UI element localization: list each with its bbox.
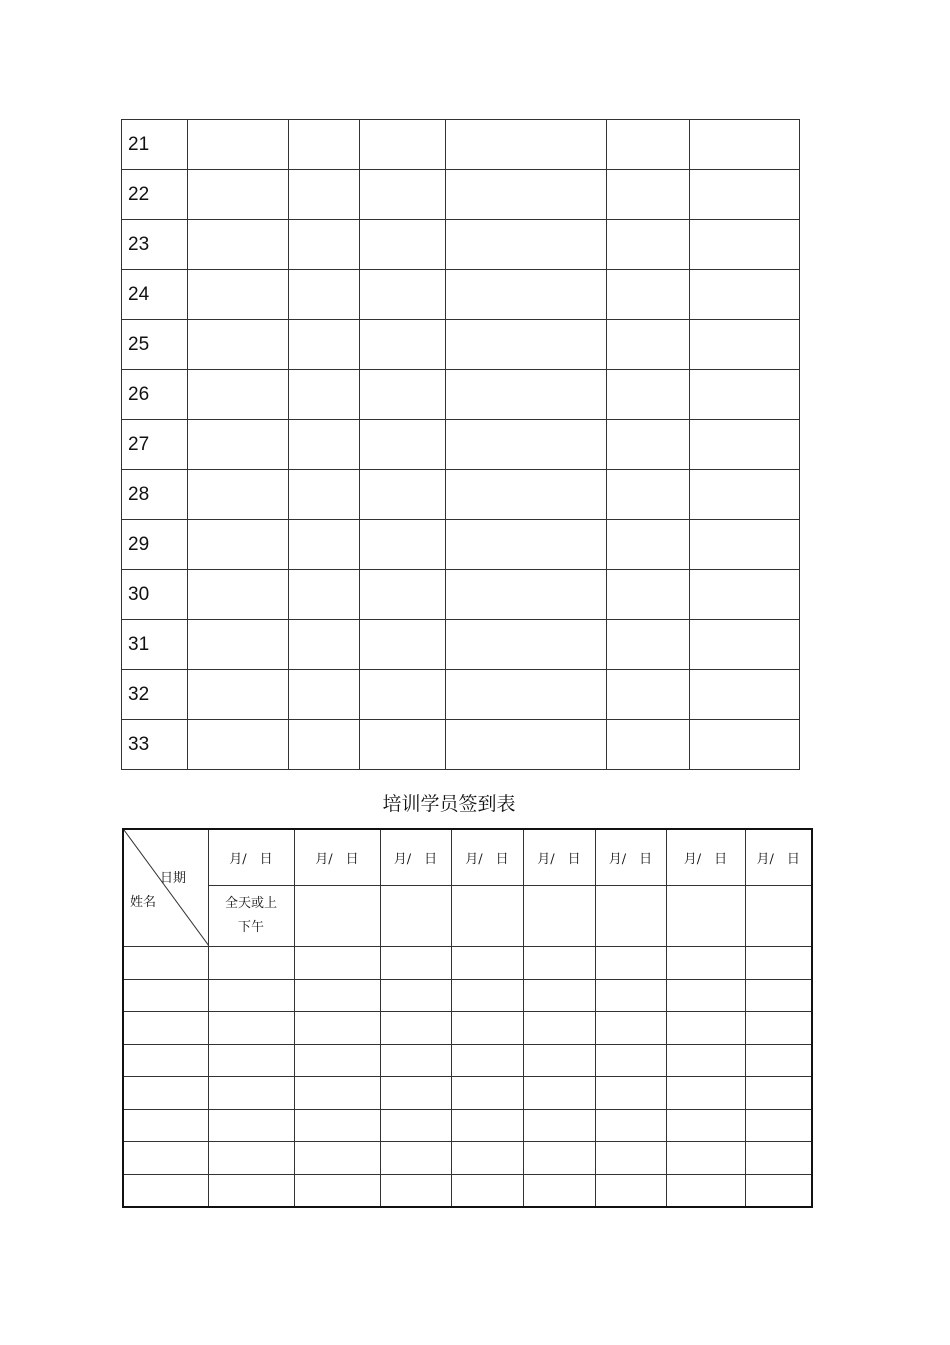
- row-number-cell: 21: [122, 120, 188, 170]
- session-label-line1: 全天或上: [224, 896, 277, 911]
- signature-cell[interactable]: [745, 979, 812, 1012]
- signature-cell[interactable]: [523, 947, 595, 980]
- blank-cell[interactable]: [446, 720, 607, 770]
- signature-cell[interactable]: [666, 1142, 745, 1175]
- blank-cell[interactable]: [446, 470, 607, 520]
- blank-cell[interactable]: [289, 270, 360, 320]
- roster-row: [122, 520, 800, 570]
- signature-cell[interactable]: [451, 1012, 523, 1045]
- signature-cell[interactable]: [294, 1012, 380, 1045]
- roster-row: [122, 420, 800, 470]
- date-header-cell: 月/ 日: [666, 829, 745, 886]
- blank-cell[interactable]: [690, 320, 800, 370]
- signature-cell[interactable]: [380, 1174, 451, 1207]
- signature-cell[interactable]: [745, 1142, 812, 1175]
- attendee-name-cell[interactable]: [123, 1012, 208, 1045]
- blank-cell[interactable]: [188, 470, 289, 520]
- attendee-row: [123, 1044, 812, 1077]
- blank-cell[interactable]: [289, 620, 360, 670]
- roster-row: [122, 220, 800, 270]
- attendee-row: [123, 1142, 812, 1175]
- blank-cell[interactable]: [446, 170, 607, 220]
- session-cell[interactable]: [451, 886, 523, 947]
- roster-row: [122, 570, 800, 620]
- blank-cell[interactable]: [188, 420, 289, 470]
- roster-row: [122, 720, 800, 770]
- date-header-cell: 月/ 日: [294, 829, 380, 886]
- signature-cell[interactable]: [666, 1012, 745, 1045]
- blank-cell[interactable]: [607, 470, 690, 520]
- signature-cell[interactable]: [380, 1012, 451, 1045]
- row-number-cell: 24: [122, 270, 188, 320]
- attendee-name-cell[interactable]: [123, 1142, 208, 1175]
- blank-cell[interactable]: [289, 370, 360, 420]
- blank-cell[interactable]: [446, 420, 607, 470]
- attendee-name-cell[interactable]: [123, 1077, 208, 1110]
- signature-cell[interactable]: [595, 979, 666, 1012]
- roster-row: [122, 470, 800, 520]
- blank-cell[interactable]: [607, 170, 690, 220]
- blank-cell[interactable]: [446, 220, 607, 270]
- blank-cell[interactable]: [360, 170, 446, 220]
- signature-cell[interactable]: [451, 1077, 523, 1110]
- blank-cell[interactable]: [690, 520, 800, 570]
- signature-cell[interactable]: [208, 1044, 294, 1077]
- session-header-cell: [208, 886, 294, 947]
- blank-cell[interactable]: [607, 370, 690, 420]
- blank-cell[interactable]: [360, 520, 446, 570]
- blank-cell[interactable]: [188, 520, 289, 570]
- signature-cell[interactable]: [666, 1077, 745, 1110]
- blank-cell[interactable]: [607, 270, 690, 320]
- roster-row: [122, 670, 800, 720]
- sign-in-sheet-title: 培训学员签到表: [382, 793, 516, 815]
- numbered-roster-table: [121, 119, 800, 770]
- signature-cell[interactable]: [208, 1012, 294, 1045]
- blank-cell[interactable]: [188, 170, 289, 220]
- blank-cell[interactable]: [446, 270, 607, 320]
- blank-cell[interactable]: [607, 520, 690, 570]
- attendee-row: [123, 1077, 812, 1110]
- blank-cell[interactable]: [289, 220, 360, 270]
- signature-cell[interactable]: [523, 1174, 595, 1207]
- blank-cell[interactable]: [360, 120, 446, 170]
- session-cell[interactable]: [523, 886, 595, 947]
- corner-header-cell: [123, 829, 208, 947]
- blank-cell[interactable]: [690, 170, 800, 220]
- row-number-cell: 22: [122, 170, 188, 220]
- blank-cell[interactable]: [690, 570, 800, 620]
- date-header-cell: 月/ 日: [523, 829, 595, 886]
- blank-cell[interactable]: [607, 420, 690, 470]
- signature-cell[interactable]: [294, 1142, 380, 1175]
- signature-cell[interactable]: [294, 1174, 380, 1207]
- signature-cell[interactable]: [294, 1044, 380, 1077]
- signature-cell[interactable]: [380, 979, 451, 1012]
- row-number-cell: 25: [122, 320, 188, 370]
- blank-cell[interactable]: [188, 120, 289, 170]
- blank-cell[interactable]: [446, 620, 607, 670]
- blank-cell[interactable]: [360, 220, 446, 270]
- blank-cell[interactable]: [188, 370, 289, 420]
- blank-cell[interactable]: [607, 320, 690, 370]
- signature-cell[interactable]: [294, 1077, 380, 1110]
- signature-cell[interactable]: [666, 947, 745, 980]
- session-cell[interactable]: [595, 886, 666, 947]
- attendee-name-cell[interactable]: [123, 1044, 208, 1077]
- signature-cell[interactable]: [745, 1109, 812, 1142]
- session-cell[interactable]: [294, 886, 380, 947]
- attendee-row: [123, 1174, 812, 1207]
- blank-cell[interactable]: [690, 370, 800, 420]
- blank-cell[interactable]: [607, 620, 690, 670]
- roster-row: [122, 370, 800, 420]
- signature-cell[interactable]: [208, 1077, 294, 1110]
- roster-row: [122, 120, 800, 170]
- blank-cell[interactable]: [607, 120, 690, 170]
- signature-cell[interactable]: [745, 1044, 812, 1077]
- attendee-name-cell[interactable]: [123, 1109, 208, 1142]
- blank-cell[interactable]: [446, 320, 607, 370]
- signature-cell[interactable]: [595, 1142, 666, 1175]
- blank-cell[interactable]: [289, 520, 360, 570]
- blank-cell[interactable]: [289, 470, 360, 520]
- signature-cell[interactable]: [523, 1142, 595, 1175]
- blank-cell[interactable]: [690, 420, 800, 470]
- blank-cell[interactable]: [690, 220, 800, 270]
- blank-cell[interactable]: [360, 670, 446, 720]
- blank-cell[interactable]: [360, 270, 446, 320]
- blank-cell[interactable]: [690, 670, 800, 720]
- row-number-cell: 28: [122, 470, 188, 520]
- row-number-cell: 29: [122, 520, 188, 570]
- blank-cell[interactable]: [360, 720, 446, 770]
- signature-cell[interactable]: [208, 979, 294, 1012]
- signature-cell[interactable]: [451, 1142, 523, 1175]
- blank-cell[interactable]: [607, 220, 690, 270]
- roster-row: [122, 620, 800, 670]
- signature-cell[interactable]: [208, 1174, 294, 1207]
- signature-cell[interactable]: [380, 1109, 451, 1142]
- signature-cell[interactable]: [745, 1012, 812, 1045]
- blank-cell[interactable]: [360, 470, 446, 520]
- sign-in-table: [122, 828, 813, 1208]
- attendee-name-cell[interactable]: [123, 1174, 208, 1207]
- blank-cell[interactable]: [690, 720, 800, 770]
- blank-cell[interactable]: [446, 670, 607, 720]
- signature-cell[interactable]: [745, 1077, 812, 1110]
- blank-cell[interactable]: [607, 570, 690, 620]
- signature-cell[interactable]: [208, 1109, 294, 1142]
- signature-cell[interactable]: [595, 1077, 666, 1110]
- name-header-label: 姓名: [130, 895, 157, 910]
- blank-cell[interactable]: [188, 620, 289, 670]
- signature-cell[interactable]: [294, 979, 380, 1012]
- signature-cell[interactable]: [523, 979, 595, 1012]
- date-header-cell: 月/ 日: [745, 829, 812, 886]
- blank-cell[interactable]: [446, 570, 607, 620]
- attendee-row: [123, 947, 812, 980]
- attendee-row: [123, 1012, 812, 1045]
- date-header-cell: 月/ 日: [451, 829, 523, 886]
- diagonal-divider: [124, 830, 209, 946]
- signature-cell[interactable]: [595, 1109, 666, 1142]
- blank-cell[interactable]: [607, 670, 690, 720]
- signature-cell[interactable]: [595, 1012, 666, 1045]
- signature-cell[interactable]: [595, 1044, 666, 1077]
- signature-cell[interactable]: [666, 1174, 745, 1207]
- attendee-row: [123, 1109, 812, 1142]
- blank-cell[interactable]: [289, 120, 360, 170]
- blank-cell[interactable]: [360, 320, 446, 370]
- signature-cell[interactable]: [523, 1077, 595, 1110]
- blank-cell[interactable]: [289, 170, 360, 220]
- roster-row: [122, 270, 800, 320]
- signature-cell[interactable]: [451, 947, 523, 980]
- blank-cell[interactable]: [188, 670, 289, 720]
- signature-cell[interactable]: [380, 1142, 451, 1175]
- blank-cell[interactable]: [188, 270, 289, 320]
- signature-cell[interactable]: [208, 947, 294, 980]
- date-header-label: 日期: [160, 871, 187, 886]
- signature-cell[interactable]: [380, 947, 451, 980]
- blank-cell[interactable]: [360, 620, 446, 670]
- signature-cell[interactable]: [595, 947, 666, 980]
- date-header-cell: 月/ 日: [595, 829, 666, 886]
- signature-cell[interactable]: [666, 1109, 745, 1142]
- blank-cell[interactable]: [188, 570, 289, 620]
- session-cell[interactable]: [745, 886, 812, 947]
- row-number-cell: 33: [122, 720, 188, 770]
- blank-cell[interactable]: [690, 620, 800, 670]
- blank-cell[interactable]: [360, 420, 446, 470]
- blank-cell[interactable]: [446, 520, 607, 570]
- signature-cell[interactable]: [208, 1142, 294, 1175]
- blank-cell[interactable]: [289, 420, 360, 470]
- blank-cell[interactable]: [690, 270, 800, 320]
- attendee-row: [123, 979, 812, 1012]
- blank-cell[interactable]: [446, 120, 607, 170]
- row-number-cell: 31: [122, 620, 188, 670]
- signature-cell[interactable]: [451, 1174, 523, 1207]
- session-cell[interactable]: [666, 886, 745, 947]
- date-header-cell: 月/ 日: [380, 829, 451, 886]
- signature-cell[interactable]: [666, 1044, 745, 1077]
- row-number-cell: 26: [122, 370, 188, 420]
- signature-cell[interactable]: [595, 1174, 666, 1207]
- roster-row: [122, 170, 800, 220]
- signature-cell[interactable]: [745, 947, 812, 980]
- blank-cell[interactable]: [188, 720, 289, 770]
- roster-row: [122, 320, 800, 370]
- signature-cell[interactable]: [451, 1044, 523, 1077]
- blank-cell[interactable]: [360, 570, 446, 620]
- signature-cell[interactable]: [380, 1077, 451, 1110]
- row-number-cell: 32: [122, 670, 188, 720]
- blank-cell[interactable]: [289, 320, 360, 370]
- date-header-cell: 月/ 日: [208, 829, 294, 886]
- signature-cell[interactable]: [451, 1109, 523, 1142]
- signature-cell[interactable]: [745, 1174, 812, 1207]
- blank-cell[interactable]: [690, 120, 800, 170]
- blank-cell[interactable]: [690, 470, 800, 520]
- row-number-cell: 23: [122, 220, 188, 270]
- blank-cell[interactable]: [188, 320, 289, 370]
- blank-cell[interactable]: [360, 370, 446, 420]
- row-number-cell: 27: [122, 420, 188, 470]
- signature-cell[interactable]: [294, 1109, 380, 1142]
- signature-cell[interactable]: [451, 979, 523, 1012]
- attendee-name-cell[interactable]: [123, 947, 208, 980]
- signature-cell[interactable]: [666, 979, 745, 1012]
- signature-cell[interactable]: [294, 947, 380, 980]
- blank-cell[interactable]: [289, 720, 360, 770]
- blank-cell[interactable]: [289, 670, 360, 720]
- session-cell[interactable]: [380, 886, 451, 947]
- signature-cell[interactable]: [523, 1109, 595, 1142]
- blank-cell[interactable]: [607, 720, 690, 770]
- signature-cell[interactable]: [523, 1012, 595, 1045]
- signature-cell[interactable]: [380, 1044, 451, 1077]
- attendee-name-cell[interactable]: [123, 979, 208, 1012]
- session-label-line2: 下午: [237, 920, 264, 935]
- blank-cell[interactable]: [188, 220, 289, 270]
- blank-cell[interactable]: [289, 570, 360, 620]
- blank-cell[interactable]: [446, 370, 607, 420]
- row-number-cell: 30: [122, 570, 188, 620]
- signature-cell[interactable]: [523, 1044, 595, 1077]
